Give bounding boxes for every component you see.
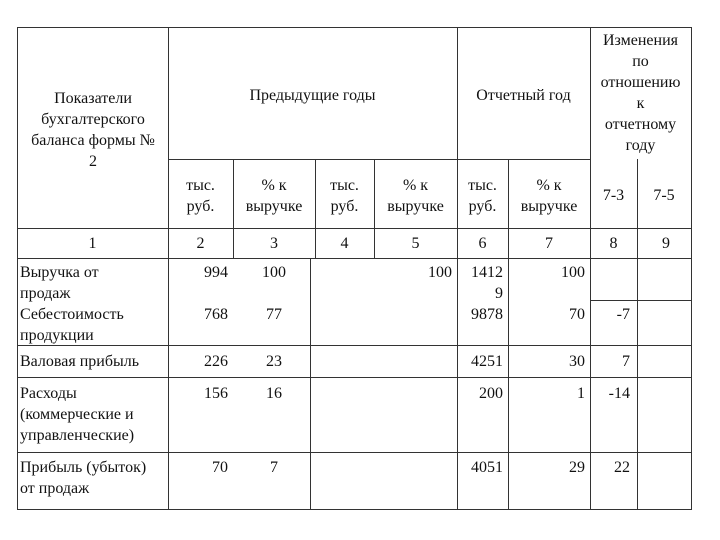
table-row-label: Расходы (коммерческие и управленческие): [20, 385, 135, 444]
cell-value: 4051: [471, 459, 503, 476]
table-row-label: Выручка от продаж: [20, 264, 99, 302]
cell-value: -7: [616, 306, 630, 323]
cell-value: 70: [569, 306, 585, 323]
divider-units: [168, 159, 590, 160]
unit-col-5: % к выручке: [387, 177, 444, 215]
cell-value: 77: [266, 306, 282, 323]
unit-col-3: % к выручке: [245, 177, 303, 215]
unit-col-6: тыс. руб.: [468, 177, 497, 215]
unit-col-7: % к выручке: [520, 177, 578, 215]
previous-years-header: Предыдущие годы: [249, 87, 376, 104]
cell-value: 100: [262, 264, 286, 281]
cell-value: 768: [204, 306, 228, 323]
cell-value: 100: [428, 264, 452, 281]
col-number: 1: [88, 235, 97, 252]
divider-row1: [590, 300, 691, 301]
col-7-3-header: 7-3: [602, 187, 625, 204]
cell-value: 7: [270, 459, 278, 476]
col-number: 2: [196, 235, 205, 252]
col-number: 6: [478, 235, 487, 252]
cell-value: 22: [614, 459, 630, 476]
unit-col-4: тыс. руб.: [330, 177, 359, 215]
col-7-5-header: 7-5: [653, 187, 675, 204]
table-row-label: Валовая прибыль: [20, 353, 139, 370]
cell-value: 9878: [471, 306, 503, 323]
col-number: 5: [411, 235, 420, 252]
changes-header: Изменения по отношению к отчетному году: [600, 32, 681, 154]
cell-value: 1: [577, 385, 585, 402]
cell-value: 100: [561, 264, 585, 281]
col-number: 7: [545, 235, 553, 252]
cell-value: 200: [479, 385, 503, 402]
col-number: 4: [340, 235, 349, 252]
cell-value: 994: [204, 264, 228, 281]
cell-value: 7: [622, 353, 630, 370]
unit-col-2: тыс. руб.: [186, 177, 215, 215]
table-row-label: Себестоимость продукции: [20, 306, 124, 344]
cell-value: 1412 9: [471, 264, 503, 302]
col-number: 8: [609, 235, 618, 252]
col-number: 3: [270, 235, 278, 252]
table-row-label: Прибыль (убыток) от продаж: [20, 459, 147, 497]
col-number: 9: [662, 235, 670, 252]
cell-value: 226: [204, 353, 228, 370]
cell-value: 156: [204, 385, 228, 402]
indicators-header: Показатели бухгалтерского баланса формы № 2: [31, 90, 155, 170]
cell-value: -14: [608, 385, 630, 402]
cell-value: 23: [266, 353, 282, 370]
cell-value: 16: [266, 385, 282, 402]
cell-value: 4251: [471, 353, 503, 370]
cell-value: 70: [212, 459, 228, 476]
cell-value: 30: [569, 353, 585, 370]
cell-value: 29: [569, 459, 585, 476]
reporting-year-header: Отчетный год: [476, 87, 571, 104]
col-line-8: [637, 159, 638, 510]
